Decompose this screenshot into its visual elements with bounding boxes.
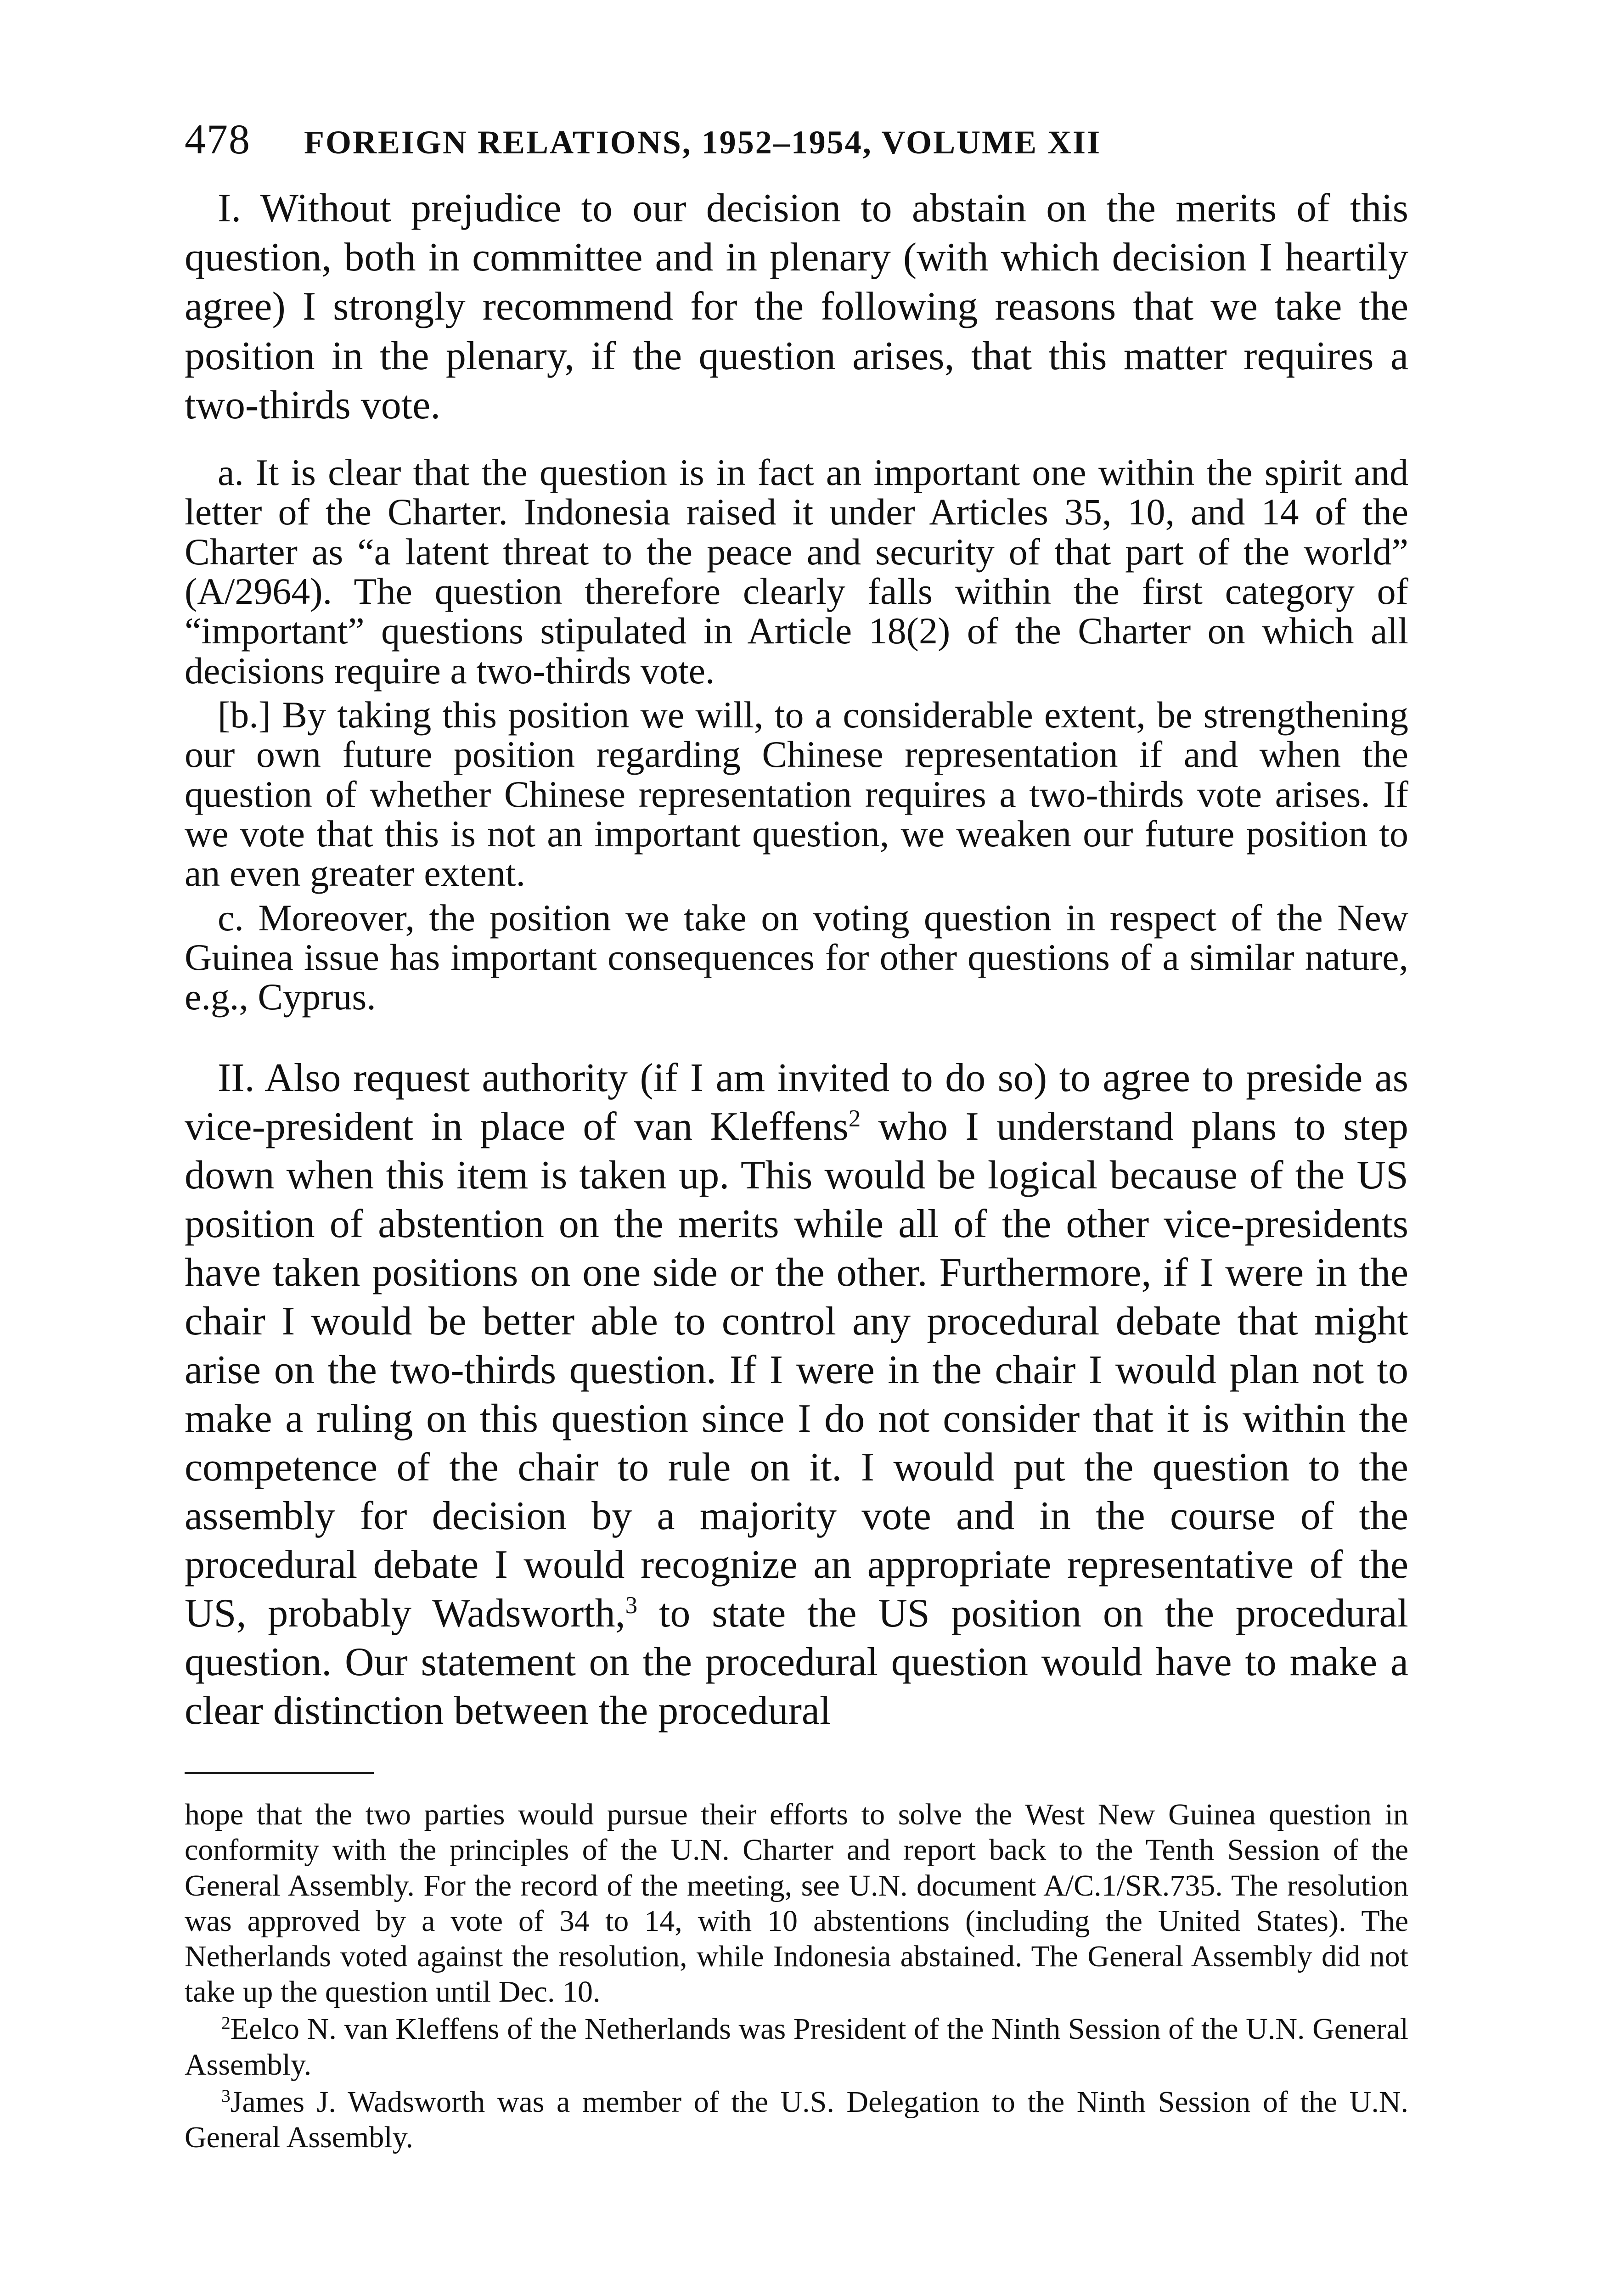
footnote-continuation: hope that the two parties would pursue their efforts to solve the West New Guinea question in conformity with the principles of the U.N. Charter and report back to the Tenth Session of the General Assembly. For the record of the meeting, see U.N. document A/C.1/SR.735. The resolution was approved by a vote of 34 to 14, with 10 abstentions (including the United States). The Netherlands voted against the resolution, while Indonesia abstained. The General Assembly did not take up the question until Dec. 10.: [185, 1798, 1408, 2009]
paragraph-a: a. It is clear that the question is in fact an important one within the spirit and letter of the Charter. Indonesia raised it under Articles 35, 10, and 14 of the Charter as “a latent threat to the peace and security of that part of the world” (A/2964). The question therefore clearly falls within the first category of “important” questions stipulated in Article 18(2) of the Charter on which all decisions require a two-thirds vote.: [185, 451, 1408, 692]
footnote-3-text: James J. Wadsworth was a member of the U.S. Delegation to the Ninth Session of the U.N. General Assembly.: [185, 2085, 1408, 2155]
footnote-3: [185, 2084, 1408, 2155]
paragraph-roman-ii-part3: to state the US position on the procedural question. Our statement on the procedural question would have to make a clear distinction between the procedural: [185, 1591, 1408, 1733]
footnote-ref-2: 2: [848, 1105, 861, 1132]
paragraph-roman-ii-part1: II. Also request authority (if I am invited to do so) to agree to preside as vice-president in place of van Kleffens: [185, 1055, 1408, 1149]
footnote-2-marker: 2: [221, 2013, 231, 2033]
footnote-divider: [185, 1772, 374, 1774]
paragraph-roman-i: I. Without prejudice to our decision to abstain on the merits of this question, both in committee and in plenary (with which decision I heartily agree) I strongly recommend for the following reasons that we take the position in the plenary, if the question arises, that this matter requires a two-thirds vote.: [185, 186, 1408, 428]
footnotes: [185, 1797, 1408, 2155]
paragraph-b: [b.] By taking this position we will, to a considerable extent, be strengthening our own future position regarding Chinese representation if and when the question of whether Chinese representation requires a two-thirds vote arises. If we vote that this is not an important question, we weaken our future position to an even greater extent.: [185, 693, 1408, 895]
document-page: [185, 115, 1408, 2155]
footnote-ref-3: 3: [625, 1592, 638, 1619]
page-number: 478: [185, 116, 251, 163]
running-head: FOREIGN RELATIONS, 1952–1954, VOLUME XII: [304, 124, 1102, 161]
paragraph-roman-ii-part2: who I understand plans to step down when this item is taken up. This would be logical because of the US position of abstention on the merits while all of the other vice-presidents have taken positions on one side or the other. Furthermore, if I were in the chair I would be better able to control any procedural debate that might arise on the two-thirds question. If I were in the chair I would plan not to make a ruling on this question since I do not consider that it is within the competence of the chair to rule on it. I would put the question to the assembly for decision by a majority vote and in the course of the procedural debate I would recognize an appropriate representative of the US, probably Wadsworth,: [185, 1104, 1408, 1636]
page-header: [185, 115, 1408, 184]
footnote-2: [185, 2011, 1408, 2082]
footnote-3-marker: 3: [221, 2086, 231, 2106]
paragraph-roman-ii: [185, 1054, 1408, 1735]
memo-body: [185, 184, 1408, 1735]
paragraph-c: c. Moreover, the position we take on voting question in respect of the New Guinea issue has important consequences for other questions of a similar nature, e.g., Cyprus.: [185, 896, 1408, 1018]
footnote-2-text: Eelco N. van Kleffens of the Netherlands was President of the Ninth Session of the U.N. General Assembly.: [185, 2012, 1408, 2082]
